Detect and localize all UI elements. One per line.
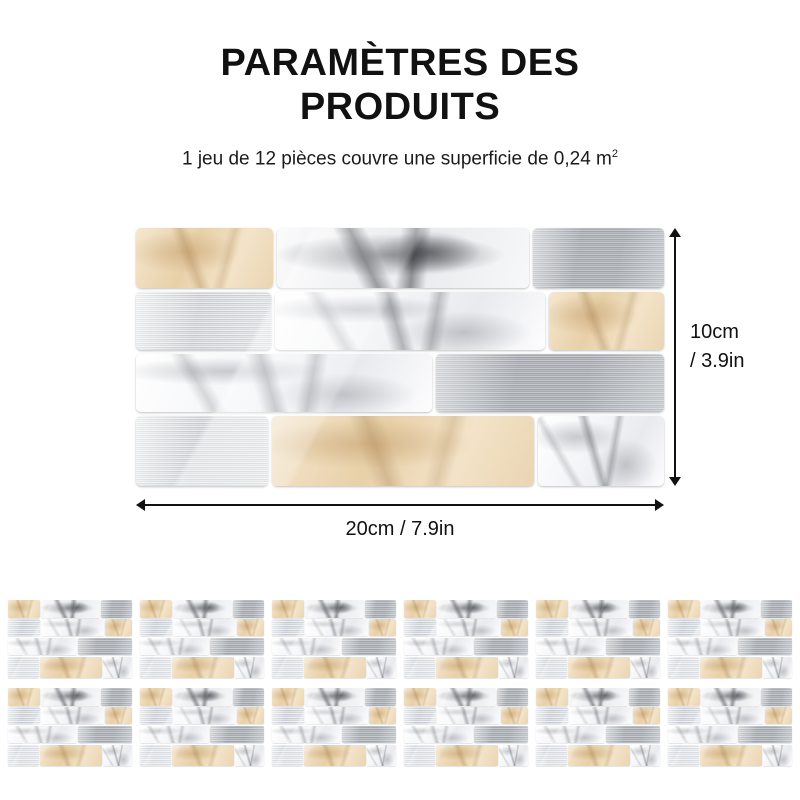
- tile-marble-2: [140, 638, 209, 655]
- tile-steel-1: [365, 600, 396, 618]
- tile-beige-2: [765, 707, 792, 724]
- dimension-line: [142, 504, 658, 506]
- tile-beige-1: [8, 600, 40, 618]
- tile-marble-2: [272, 638, 341, 655]
- tile-marble-dark-1: [305, 688, 364, 706]
- tile-beige-3: [172, 745, 234, 766]
- height-value-cm: 10cm: [690, 321, 739, 343]
- tile-marble-2: [136, 354, 432, 412]
- tile-steel-1: [233, 688, 264, 706]
- tile-marble-dark-1: [173, 600, 232, 618]
- tile-steel-2: [78, 726, 132, 743]
- tile-marble-2: [404, 726, 473, 743]
- tile-steel-light-1: [404, 707, 436, 724]
- tile-marble-3: [763, 745, 792, 766]
- width-dimension-arrow: [136, 498, 664, 512]
- tile-steel-2: [606, 638, 660, 655]
- tile-marble-3: [367, 745, 396, 766]
- tile-marble-1: [173, 707, 236, 724]
- tile-beige-3: [436, 745, 498, 766]
- tile-beige-2: [501, 619, 528, 636]
- tile-steel-light-2: [8, 657, 39, 678]
- mini-tile-panel: [272, 688, 396, 766]
- tile-marble-3: [235, 657, 264, 678]
- tile-steel-2: [78, 638, 132, 655]
- tile-steel-2: [474, 726, 528, 743]
- tile-steel-1: [497, 688, 528, 706]
- tile-marble-1: [173, 619, 236, 636]
- tile-beige-1: [140, 688, 172, 706]
- tile-steel-light-2: [272, 657, 303, 678]
- tile-beige-2: [105, 619, 132, 636]
- tile-steel-1: [533, 228, 664, 288]
- tile-beige-2: [549, 292, 664, 350]
- tile-beige-1: [404, 600, 436, 618]
- tile-steel-light-1: [404, 619, 436, 636]
- height-dimension-label: [690, 318, 744, 376]
- tile-marble-3: [763, 657, 792, 678]
- tile-steel-1: [497, 600, 528, 618]
- tile-marble-dark-1: [701, 688, 760, 706]
- mini-tile-panel: [668, 600, 792, 678]
- tile-marble-2: [668, 638, 737, 655]
- tile-steel-light-2: [8, 745, 39, 766]
- tile-steel-2: [738, 638, 792, 655]
- tile-marble-2: [140, 726, 209, 743]
- mini-tile-panel: [272, 600, 396, 678]
- tile-marble-1: [305, 619, 368, 636]
- tile-steel-light-2: [668, 745, 699, 766]
- tile-marble-2: [272, 726, 341, 743]
- tile-steel-light-2: [140, 745, 171, 766]
- tile-beige-2: [765, 619, 792, 636]
- tile-steel-light-1: [140, 707, 172, 724]
- page-subtitle: [0, 148, 800, 170]
- mini-tile-panel: [404, 688, 528, 766]
- tile-beige-1: [536, 688, 568, 706]
- tile-steel-1: [761, 688, 792, 706]
- tile-beige-1: [272, 688, 304, 706]
- tile-beige-3: [436, 657, 498, 678]
- tile-steel-2: [342, 726, 396, 743]
- tile-marble-3: [235, 745, 264, 766]
- tile-marble-3: [631, 745, 660, 766]
- mini-tile-panel: [8, 688, 132, 766]
- tile-marble-2: [404, 638, 473, 655]
- tile-beige-3: [568, 745, 630, 766]
- tile-marble-3: [538, 416, 664, 486]
- tile-steel-light-2: [140, 657, 171, 678]
- page-title-line1: PARAMÈTRES DES: [220, 42, 580, 84]
- mini-tile-panel: [140, 688, 264, 766]
- tile-steel-light-2: [536, 745, 567, 766]
- tile-beige-1: [140, 600, 172, 618]
- tile-steel-light-2: [536, 657, 567, 678]
- tile-beige-3: [172, 657, 234, 678]
- mini-tile-panel: [536, 600, 660, 678]
- tile-beige-3: [700, 745, 762, 766]
- tile-beige-1: [404, 688, 436, 706]
- tile-marble-dark-1: [437, 600, 496, 618]
- tile-steel-light-1: [668, 619, 700, 636]
- tile-beige-3: [304, 657, 366, 678]
- tile-beige-1: [8, 688, 40, 706]
- page-title-line2: PRODUITS: [299, 85, 501, 128]
- tile-marble-2: [536, 638, 605, 655]
- height-dimension-arrow: [668, 228, 682, 486]
- tile-marble-1: [437, 619, 500, 636]
- tile-marble-1: [275, 292, 545, 350]
- tile-steel-light-1: [272, 619, 304, 636]
- tile-marble-dark-1: [305, 600, 364, 618]
- tile-steel-2: [738, 726, 792, 743]
- tile-beige-1: [272, 600, 304, 618]
- tile-marble-1: [41, 707, 104, 724]
- tile-marble-1: [437, 707, 500, 724]
- tile-marble-1: [701, 619, 764, 636]
- tile-steel-light-1: [272, 707, 304, 724]
- tile-steel-light-1: [136, 292, 271, 350]
- width-dimension-label: 20cm / 7.9in: [345, 518, 455, 540]
- tile-steel-1: [101, 688, 132, 706]
- tile-marble-1: [701, 707, 764, 724]
- tile-steel-light-2: [668, 657, 699, 678]
- tile-steel-light-1: [8, 707, 40, 724]
- page-title: [0, 42, 800, 129]
- tile-marble-3: [631, 657, 660, 678]
- tile-steel-2: [474, 638, 528, 655]
- tile-marble-dark-1: [437, 688, 496, 706]
- tile-steel-light-1: [536, 707, 568, 724]
- tile-beige-3: [272, 416, 534, 486]
- tile-steel-1: [101, 600, 132, 618]
- tile-steel-2: [606, 726, 660, 743]
- tile-beige-3: [568, 657, 630, 678]
- tile-marble-dark-1: [569, 688, 628, 706]
- tile-beige-2: [237, 619, 264, 636]
- mini-tile-panel: [8, 600, 132, 678]
- tile-steel-light-1: [140, 619, 172, 636]
- tile-beige-2: [369, 619, 396, 636]
- mini-tile-panel: [140, 600, 264, 678]
- tile-marble-3: [103, 745, 132, 766]
- tile-steel-light-2: [404, 657, 435, 678]
- tile-beige-2: [105, 707, 132, 724]
- tile-marble-dark-1: [569, 600, 628, 618]
- tile-marble-dark-1: [173, 688, 232, 706]
- tile-marble-3: [499, 745, 528, 766]
- tile-steel-2: [210, 726, 264, 743]
- mini-tile-panel: [404, 600, 528, 678]
- tile-marble-3: [103, 657, 132, 678]
- tile-steel-light-1: [8, 619, 40, 636]
- tile-steel-1: [365, 688, 396, 706]
- tile-steel-light-1: [668, 707, 700, 724]
- mini-tile-panel: [668, 688, 792, 766]
- tile-marble-1: [569, 707, 632, 724]
- tile-steel-light-2: [136, 416, 268, 486]
- tile-beige-2: [369, 707, 396, 724]
- tile-marble-1: [41, 619, 104, 636]
- tile-beige-3: [700, 657, 762, 678]
- mini-tile-panel: [536, 688, 660, 766]
- tile-steel-1: [629, 688, 660, 706]
- dimension-line: [674, 234, 676, 480]
- page-subtitle-text: 1 jeu de 12 pièces couvre une superficie de 0,24 m: [181, 148, 612, 170]
- tile-steel-2: [342, 638, 396, 655]
- tile-marble-1: [305, 707, 368, 724]
- tile-panel-illustration: [136, 228, 664, 486]
- arrow-head-down-icon: [669, 477, 681, 486]
- tile-steel-1: [233, 600, 264, 618]
- tile-steel-light-2: [404, 745, 435, 766]
- height-value-in: / 3.9in: [690, 350, 745, 372]
- page-subtitle-superscript: 2: [611, 148, 618, 160]
- tile-steel-2: [436, 354, 664, 412]
- tile-beige-2: [633, 707, 660, 724]
- tile-marble-dark-1: [41, 600, 100, 618]
- tile-marble-3: [499, 657, 528, 678]
- tile-steel-light-1: [536, 619, 568, 636]
- tile-marble-dark-1: [701, 600, 760, 618]
- tile-beige-3: [304, 745, 366, 766]
- tile-beige-2: [633, 619, 660, 636]
- tile-beige-3: [40, 745, 102, 766]
- tile-set-grid: [8, 600, 792, 766]
- tile-beige-3: [40, 657, 102, 678]
- tile-steel-1: [629, 600, 660, 618]
- arrow-head-right-icon: [655, 499, 664, 511]
- tile-steel-2: [210, 638, 264, 655]
- tile-marble-1: [569, 619, 632, 636]
- tile-steel-light-2: [272, 745, 303, 766]
- tile-beige-1: [536, 600, 568, 618]
- tile-marble-dark-1: [277, 228, 529, 288]
- tile-beige-1: [668, 600, 700, 618]
- tile-marble-dark-1: [41, 688, 100, 706]
- tile-marble-2: [8, 726, 77, 743]
- tile-beige-2: [501, 707, 528, 724]
- tile-marble-2: [8, 638, 77, 655]
- tile-steel-1: [761, 600, 792, 618]
- tile-marble-2: [536, 726, 605, 743]
- tile-marble-3: [367, 657, 396, 678]
- tile-beige-2: [237, 707, 264, 724]
- tile-beige-1: [136, 228, 273, 288]
- tile-marble-2: [668, 726, 737, 743]
- tile-beige-1: [668, 688, 700, 706]
